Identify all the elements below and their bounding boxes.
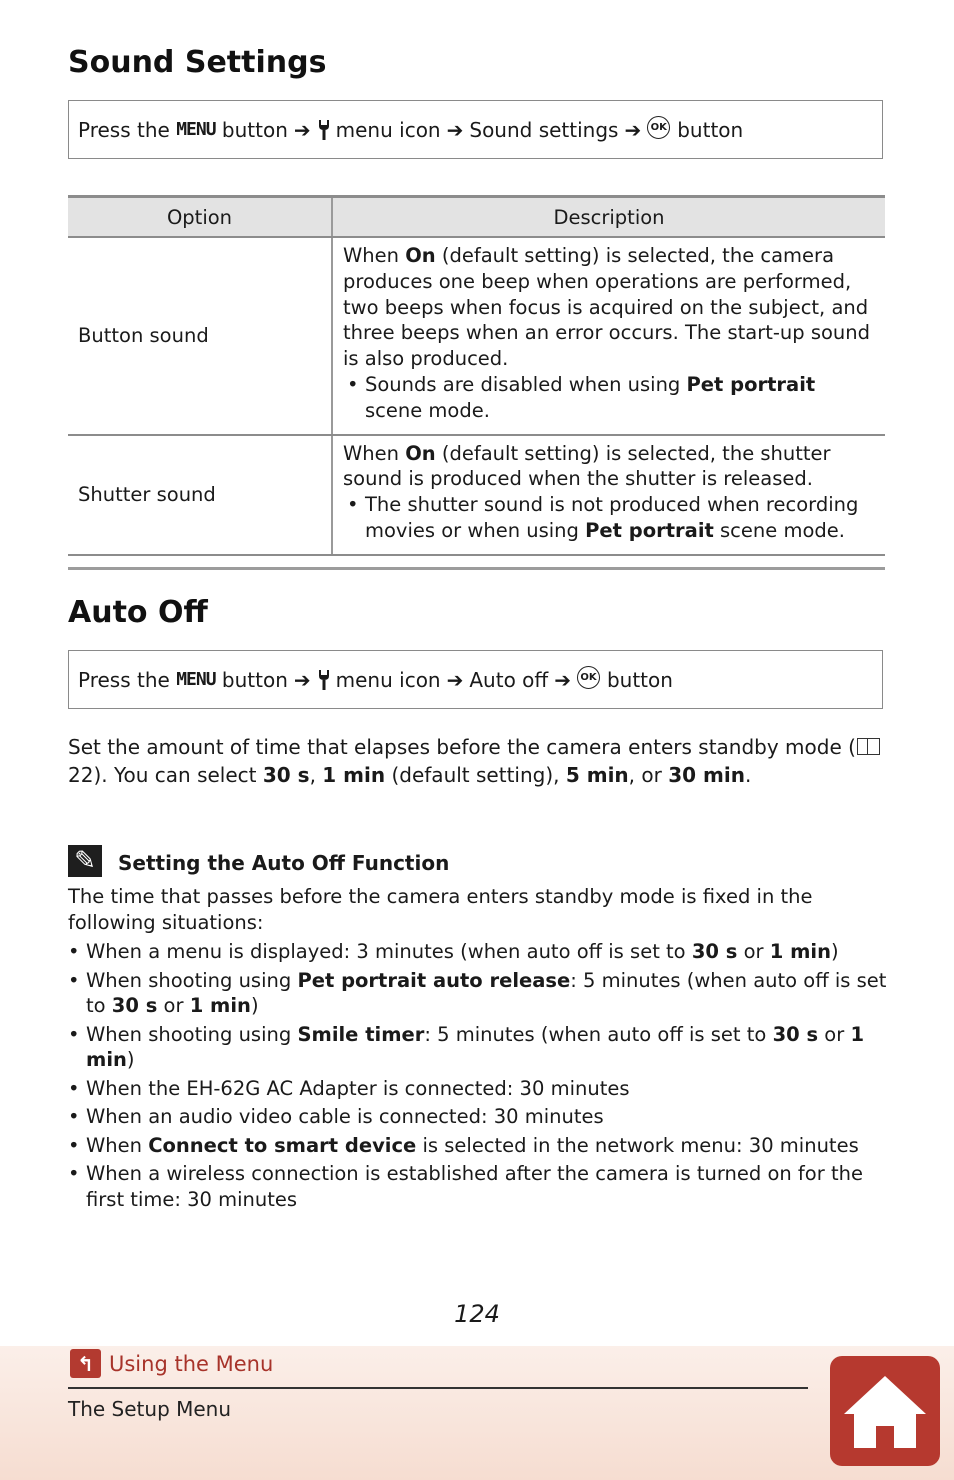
description-paragraph: When On (default setting) is selected, the camera produces one beep when operations are performed, two beeps when focus is acquired on the subject, and three beeps when an error occurs. The start-up sound is also produced. <box>343 244 871 371</box>
using-the-menu-link[interactable] <box>70 1349 273 1378</box>
list-item: • When shooting using Smile timer: 5 minutes (when auto off is set to 30 s or 1 min) <box>68 1022 888 1073</box>
table-header-row <box>68 197 885 238</box>
sound-settings-heading: Sound Settings <box>68 45 327 80</box>
arrow-icon: ➔ <box>293 117 311 142</box>
sound-settings-path-box: Press the MENU button ➔ menu icon ➔ Sound settings ➔ OK button <box>68 100 883 159</box>
home-icon <box>830 1356 940 1466</box>
note-list <box>68 939 888 1212</box>
ok-button-icon: OK <box>577 666 600 689</box>
arrow-icon: ➔ <box>446 667 464 692</box>
sound-settings-table <box>68 195 885 556</box>
note-body <box>68 884 888 1215</box>
menu-button-icon: MENU <box>176 119 216 140</box>
note-title: Setting the Auto Off Function <box>118 851 450 875</box>
description-bullet: • Sounds are disabled when using Pet portrait scene mode. <box>343 372 877 424</box>
book-reference-icon <box>857 738 880 755</box>
arrow-icon: ➔ <box>446 117 464 142</box>
description-shutter-sound <box>332 435 885 555</box>
description-button-sound <box>332 237 885 435</box>
page-reference-link[interactable]: 22 <box>68 763 94 787</box>
header-option: Option <box>68 197 332 238</box>
table-row <box>68 435 885 555</box>
list-item: • When a wireless connection is established after the camera is turned on for the first time: 30 minutes <box>68 1161 888 1212</box>
wrench-icon <box>317 669 331 691</box>
list-item: • When the EH-62G AC Adapter is connected: 30 minutes <box>68 1076 888 1102</box>
description-paragraph: When On (default setting) is selected, the shutter sound is produced when the shutter is released. <box>343 441 831 491</box>
section-divider <box>68 567 885 570</box>
auto-off-heading: Auto Off <box>68 595 208 630</box>
description-bullet: • The shutter sound is not produced when recording movies or when using Pet portrait scene mode. <box>343 492 877 544</box>
list-item: • When shooting using Pet portrait auto release: 5 minutes (when auto off is set to 30 s or 1 min) <box>68 968 888 1019</box>
arrow-icon: ➔ <box>624 117 642 142</box>
pencil-note-icon: ✎ <box>68 845 102 877</box>
footer-divider <box>68 1387 808 1389</box>
arrow-icon: ➔ <box>554 667 571 692</box>
footer-subtitle: The Setup Menu <box>68 1397 232 1421</box>
menu-button-icon: MENU <box>176 669 216 690</box>
header-description: Description <box>332 197 885 238</box>
arrow-icon: ➔ <box>293 667 311 692</box>
home-button[interactable] <box>830 1356 940 1466</box>
auto-off-description: Set the amount of time that elapses before the camera enters standby mode (22). You can select 30 s, 1 min (default setting), 5 min, or 30 min. <box>68 733 888 789</box>
list-item: • When an audio video cable is connected: 30 minutes <box>68 1104 888 1130</box>
table-row <box>68 237 885 435</box>
footer-link-label: Using the Menu <box>109 1351 274 1376</box>
back-arrow-icon: ↰ <box>70 1349 101 1378</box>
auto-off-path-box: Press the MENU button ➔ menu icon ➔ Auto off ➔ OK button <box>68 650 883 709</box>
list-item: • When Connect to smart device is selected in the network menu: 30 minutes <box>68 1133 888 1159</box>
note-intro: The time that passes before the camera enters standby mode is fixed in the following situations: <box>68 885 813 934</box>
wrench-icon <box>317 119 331 141</box>
list-item: • When a menu is displayed: 3 minutes (when auto off is set to 30 s or 1 min) <box>68 939 888 965</box>
option-shutter-sound: Shutter sound <box>68 435 332 555</box>
page-number: 124 <box>454 1300 500 1328</box>
ok-button-icon: OK <box>647 116 670 139</box>
option-button-sound: Button sound <box>68 237 332 435</box>
